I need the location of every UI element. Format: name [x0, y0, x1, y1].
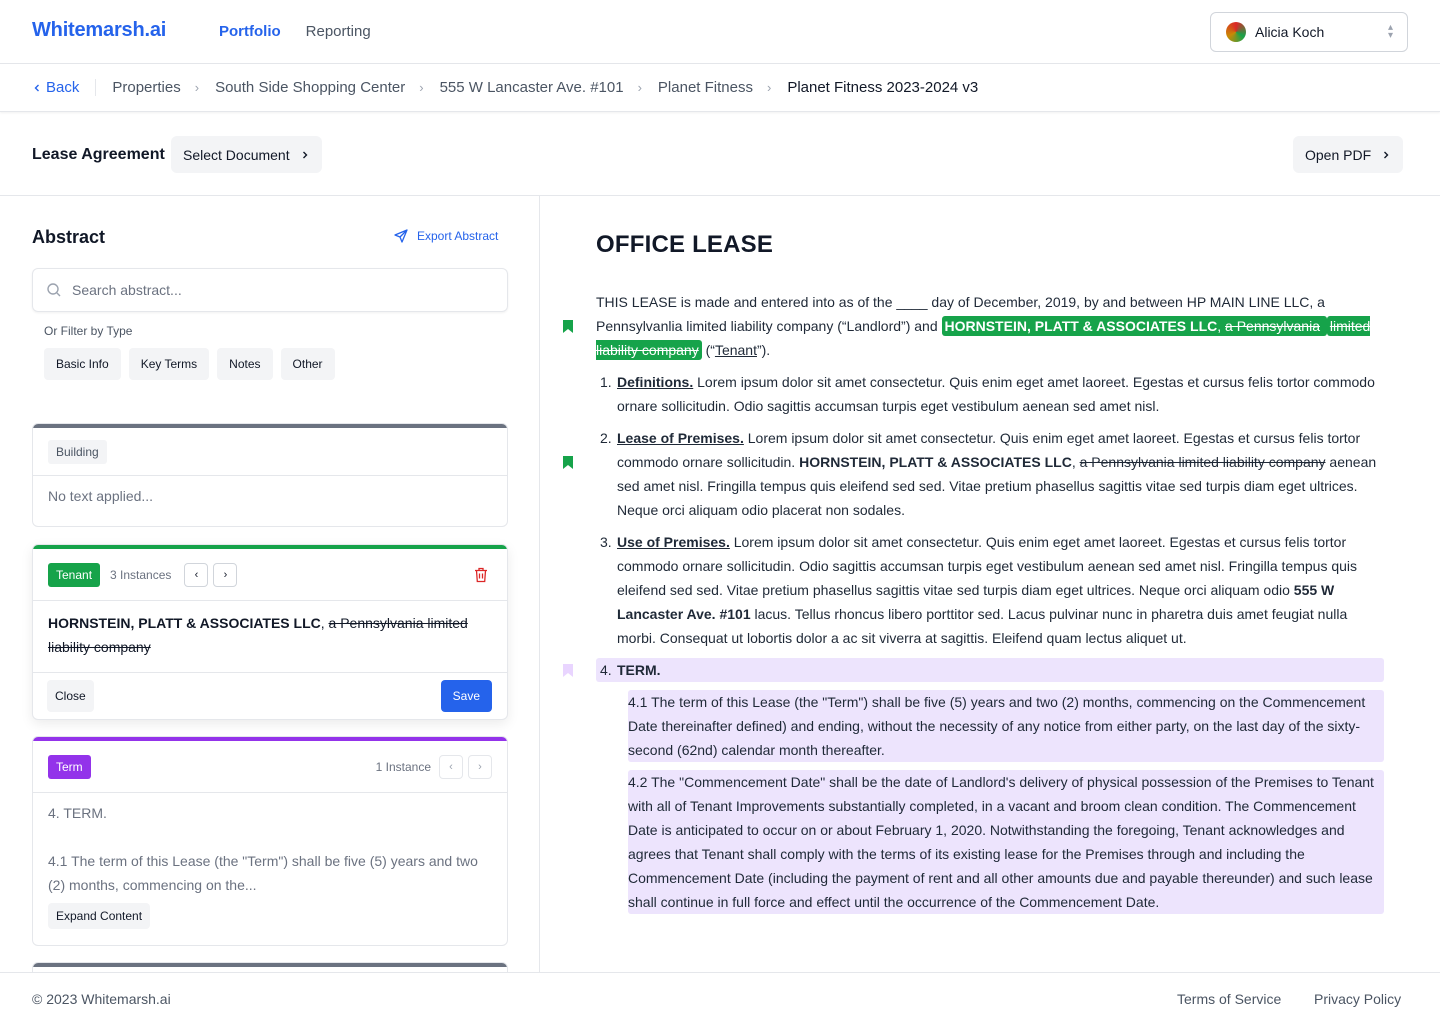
next-card	[32, 962, 508, 972]
privacy-link[interactable]: Privacy Policy	[1314, 991, 1402, 1007]
tenant-tag: Tenant	[48, 563, 100, 587]
section-1-text: Lorem ipsum dolor sit amet consectetur. Quis enim eget amet laoreet. Egestas et cursus felis tortor commodo ornare sollicitudin. Odio sagittis accumsan turpis eget vestibulum aenean sed amet nisl.	[617, 374, 1375, 414]
tenant-card	[32, 544, 508, 720]
filter-notes[interactable]: Notes	[217, 348, 272, 380]
prev-instance-button[interactable]: ‹	[184, 563, 208, 587]
section-3-title: Use of Premises.	[617, 534, 730, 550]
chevron-right-icon: ›	[637, 80, 642, 95]
building-tag: Building	[48, 440, 107, 464]
bookmark-icon[interactable]	[563, 664, 573, 677]
top-bar	[0, 0, 1440, 64]
tenant-struck-text: a Pennsylvania limited liability company	[48, 615, 468, 655]
save-button[interactable]: Save	[441, 680, 492, 712]
intro-struck-a: a Pennsylvania	[1225, 318, 1320, 334]
card-header	[33, 741, 507, 793]
filter-basic-info[interactable]: Basic Info	[44, 348, 121, 380]
section-4-highlight[interactable]	[596, 658, 1384, 682]
user-name: Alicia Koch	[1255, 24, 1325, 40]
instance-count: 3 Instances	[110, 567, 172, 582]
export-abstract-label: Export Abstract	[417, 229, 499, 243]
section-1-title: Definitions.	[617, 374, 694, 390]
intro-end-a: (“	[705, 342, 715, 358]
select-document-label: Select Document	[183, 146, 290, 163]
footer	[0, 972, 1440, 1024]
intro-paragraph	[596, 290, 1386, 362]
back-label: Back	[46, 79, 80, 96]
expand-content-button[interactable]: Expand Content	[48, 903, 150, 929]
chevron-up-down-icon: ▴ ▾	[1387, 22, 1393, 41]
section-3-address: 555 W Lancaster Ave. #101	[617, 582, 1335, 622]
breadcrumb-current: Planet Fitness 2023-2024 v3	[787, 79, 979, 96]
breadcrumb-unit[interactable]: 555 W Lancaster Ave. #101	[439, 79, 624, 96]
tenant-highlight[interactable]: HORNSTEIN, PLATT & ASSOCIATES LLC, a Pennsylvania	[942, 316, 1327, 336]
avatar	[1226, 22, 1246, 42]
building-body: No text applied...	[48, 488, 154, 504]
filter-key-terms[interactable]: Key Terms	[129, 348, 209, 380]
main-nav	[219, 23, 371, 40]
open-pdf-button[interactable]	[1293, 136, 1403, 173]
intro-end-b: ”).	[756, 342, 771, 358]
section-4-title: TERM.	[617, 662, 661, 678]
open-pdf-label: Open PDF	[1305, 146, 1372, 163]
breadcrumb	[0, 64, 1440, 112]
section-3	[617, 530, 1387, 650]
breadcrumb-properties[interactable]: Properties	[112, 79, 181, 96]
user-menu[interactable]	[1210, 12, 1408, 52]
section-4-1[interactable]: 4.1 The term of this Lease (the "Term") shall be five (5) years and two (2) months, commencing on the Commencement Date thereinafter defined) and ending, without the necessity of any notice from either party, on the last day of the sixty-second (62nd) calendar month thereafter.	[628, 690, 1384, 762]
document-viewer	[541, 196, 1440, 972]
back-link[interactable]	[32, 79, 96, 96]
section-1	[617, 370, 1387, 418]
terms-link[interactable]: Terms of Service	[1177, 991, 1282, 1007]
bookmark-icon[interactable]	[563, 320, 573, 333]
copyright: © 2023 Whitemarsh.ai	[32, 991, 171, 1007]
nav-portfolio[interactable]: Portfolio	[219, 23, 281, 40]
send-icon	[393, 228, 409, 244]
document-heading: OFFICE LEASE	[596, 231, 774, 258]
section-2: Lease of Premises. Lorem ipsum dolor sit amet consectetur. Quis enim eget amet laoreet. Egestas et cursus felis tortor commodo ornare sollicitudin. HORNSTEIN, PLATT & ASSOCIATES LLC, a Pennsylvania limited liability company aenean sed amet nisl. Fringilla tempus quis eleifend sed sed. Vitae pretium phasellus sagittis vitae sed turpis diam eget ultrices. Neque orci aliquam odio placerat non sodales.	[617, 430, 1377, 518]
export-abstract-button[interactable]	[393, 228, 498, 244]
tenant-body	[33, 601, 507, 673]
card-header	[33, 549, 507, 601]
section-3-text-b: lacus. Tellus rhoncus libero porttitor sed. Lacus pulvinar nunc in pharetra duis amet feugiat nulla morbi. Consequat ut lobortis dolor a ac sit viverra at sagittis. Eleifend quam lectus aliquet ut.	[617, 606, 1348, 646]
section-3-text-a: Lorem ipsum dolor sit amet consectetur. Quis enim eget amet laoreet. Egestas et cursus felis tortor commodo ornare sollicitudin. Odio sagittis accumsan turpis eget vestibulum aenean sed amet nisl. Fringilla tempus quis eleifend sed sed. Vitae pretium phasellus sagittis vitae sed turpis diam eget ultrices. Neque orci aliquam odio	[617, 534, 1358, 598]
abstract-search	[32, 268, 508, 312]
section-3-number: 3.	[600, 534, 612, 550]
next-instance-button[interactable]: ›	[213, 563, 237, 587]
section-2-text-b: aenean sed amet nisl. Fringilla tempus quis eleifend sed sed. Vitae pretium phasellus sagittis vitae sed turpis diam eget ultrices. Neque orci aliquam odio placerat non sodales.	[617, 454, 1377, 518]
section-2-tenant: HORNSTEIN, PLATT & ASSOCIATES LLC	[799, 454, 1072, 470]
intro-text: THIS LEASE is made and entered into as of the ____ day of December, 2019, by and between HP MAIN LINE LLC, a Pennsylvanlia limited liability company (“Landlord”) and	[596, 294, 1325, 334]
term-line-2: 4.1 The term of this Lease (the "Term") shall be five (5) years and two (2) months, commencing on the...	[48, 853, 478, 893]
section-2-title: Lease of Premises.	[617, 430, 744, 446]
chevron-left-icon	[32, 83, 42, 93]
chevron-right-icon	[300, 150, 310, 160]
chevron-right-icon	[1381, 150, 1391, 160]
term-card	[32, 736, 508, 946]
bookmark-icon[interactable]	[563, 456, 573, 469]
trash-icon[interactable]	[474, 567, 488, 583]
term-line-1: 4. TERM.	[48, 805, 107, 821]
prev-instance-button[interactable]: ‹	[439, 755, 463, 779]
chevron-right-icon: ›	[766, 80, 772, 95]
breadcrumb-tenant[interactable]: Planet Fitness	[657, 79, 753, 96]
search-input[interactable]	[72, 282, 472, 298]
section-2-number: 2.	[600, 430, 612, 446]
document-bar	[0, 112, 1440, 196]
term-tag: Term	[48, 755, 91, 779]
intro-struck-b: limited liability company	[596, 318, 1371, 358]
section-2-struck: a Pennsylvania limited liability company	[1079, 454, 1326, 470]
logo[interactable]: Whitemarsh.ai	[32, 19, 167, 41]
filter-chips	[44, 348, 335, 380]
tenant-name: HORNSTEIN, PLATT & ASSOCIATES LLC	[48, 615, 321, 631]
building-card	[32, 423, 508, 527]
intro-end-tenant: Tenant	[714, 342, 757, 358]
abstract-panel	[0, 196, 540, 972]
abstract-title: Abstract	[32, 227, 106, 247]
next-instance-button[interactable]: ›	[468, 755, 492, 779]
filter-label: Or Filter by Type	[44, 324, 133, 338]
select-document-button[interactable]	[171, 136, 322, 173]
term-body	[33, 793, 507, 939]
intro-tenant-name: HORNSTEIN, PLATT & ASSOCIATES LLC	[944, 318, 1218, 334]
instance-count: 1 Instance	[375, 759, 431, 774]
filter-other[interactable]: Other	[281, 348, 335, 380]
section-4-2[interactable]: 4.2 The "Commencement Date" shall be the date of Landlord's delivery of physical possession of the Premises to Tenant with all of Tenant Improvements substantially completed, in a vacant and broom clean condition. The Commencement Date is anticipated to occur on or about February 1, 2020. Notwithstanding the foregoing, Tenant acknowledges and agrees that Tenant shall comply with the terms of its existing lease for the Premises through and including the Commencement Date (including the payment of rent and all other amounts due and payable thereunder) and such lease shall continue in full force and effect until the occurrence of the Commencement Date.	[628, 770, 1384, 914]
search-icon	[46, 282, 62, 298]
card-accent	[33, 963, 507, 967]
close-button[interactable]: Close	[47, 680, 94, 712]
section-4-number: 4.	[600, 662, 612, 678]
nav-reporting[interactable]: Reporting	[305, 23, 371, 40]
section-2-text-a: Lorem ipsum dolor sit amet consectetur. Quis enim eget amet laoreet. Egestas et cursus felis tortor commodo ornare sollicitudin.	[617, 430, 1361, 470]
breadcrumb-property[interactable]: South Side Shopping Center	[215, 79, 406, 96]
document-title: Lease Agreement	[32, 146, 165, 163]
card-header	[33, 428, 507, 476]
chevron-right-icon: ›	[419, 80, 424, 95]
tenant-separator: ,	[320, 615, 325, 631]
section-1-number: 1.	[600, 374, 612, 390]
card-actions	[33, 673, 507, 719]
chevron-right-icon: ›	[194, 80, 200, 95]
